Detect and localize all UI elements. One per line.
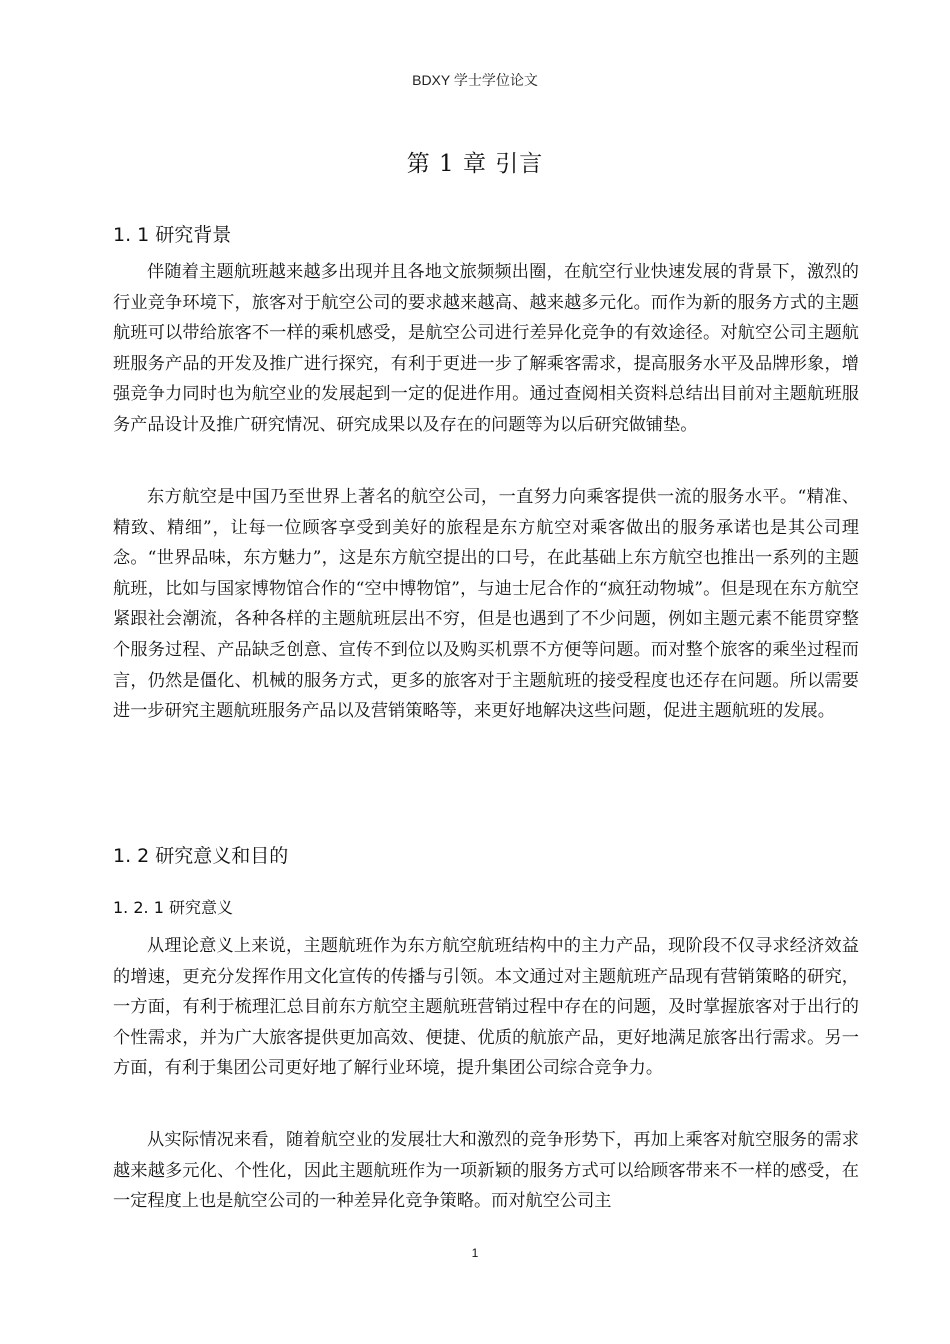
subsection-heading-1-2-1: 1. 2. 1 研究意义 — [113, 898, 233, 917]
page-number: 1 — [471, 1246, 479, 1260]
section-heading-1-1: 1. 1 研究背景 — [113, 224, 232, 246]
running-header: BDXY 学士学位论文 — [412, 72, 538, 88]
chapter-title: 第 1 章 引言 — [406, 151, 544, 177]
section-heading-1-2: 1. 2 研究意义和目的 — [113, 845, 289, 867]
paragraph-significance-2: 从实际情况来看，随着航空业的发展壮大和激烈的竞争形势下，再加上乘客对航空服务的需求越来越多元化、个性化，因此主题航班作为一项新颖的服务方式可以给顾客带来不一样的感受，在一定程度上也是航空公司的一种差异化竞争策略。而对航空公司主 — [113, 1130, 859, 1212]
paragraph-significance-1: 从理论意义上来说，主题航班作为东方航空航班结构中的主力产品，现阶段不仅寻求经济效益的增速，更充分发挥作用文化宣传的传播与引领。本文通过对主题航班产品现有营销策略的研究，一方面，有利于梳理汇总目前东方航空主题航班营销过程中存在的问题，及时掌握旅客对于出行的个性需求，并为广大旅客提供更加高效、便捷、优质的航旅产品，更好地满足旅客出行需求。另一方面，有利于集团公司更好地了解行业环境，提升集团公司综合竞争力。 — [113, 936, 859, 1079]
paragraph-background-2: 东方航空是中国乃至世界上著名的航空公司，一直努力向乘客提供一流的服务水平。“精准、精致、精细”，让每一位顾客享受到美好的旅程是东方航空对乘客做出的服务承诺也是其公司理念。“世界品味，东方魅力”，这是东方航空提出的口号，在此基础上东方航空也推出一系列的主题航班，比如与国家博物馆合作的“空中博物馆”，与迪士尼合作的“疯狂动物城”。但是现在东方航空紧跟社会潮流，各种各样的主题航班层出不穷，但是也遇到了不少问题，例如主题元素不能贯穿整个服务过程、产品缺乏创意、宣传不到位以及购买机票不方便等问题。而对整个旅客的乘坐过程而言，仍然是僵化、机械的服务方式，更多的旅客对于主题航班的接受程度也还存在问题。所以需要进一步研究主题航班服务产品以及营销策略等，来更好地解决这些问题，促进主题航班的发展。 — [113, 487, 859, 722]
paragraph-background-1: 伴随着主题航班越来越多出现并且各地文旅频频出圈，在航空行业快速发展的背景下，激烈的行业竞争环境下，旅客对于航空公司的要求越来越高、越来越多元化。而作为新的服务方式的主题航班可以带给旅客不一样的乘机感受，是航空公司进行差异化竞争的有效途径。对航空公司主题航班服务产品的开发及推广进行探究，有利于更进一步了解乘客需求，提高服务水平及品牌形象，增强竞争力同时也为航空业的发展起到一定的促进作用。通过查阅相关资料总结出目前对主题航班服务产品设计及推广研究情况、研究成果以及存在的问题等为以后研究做铺垫。 — [113, 262, 859, 435]
